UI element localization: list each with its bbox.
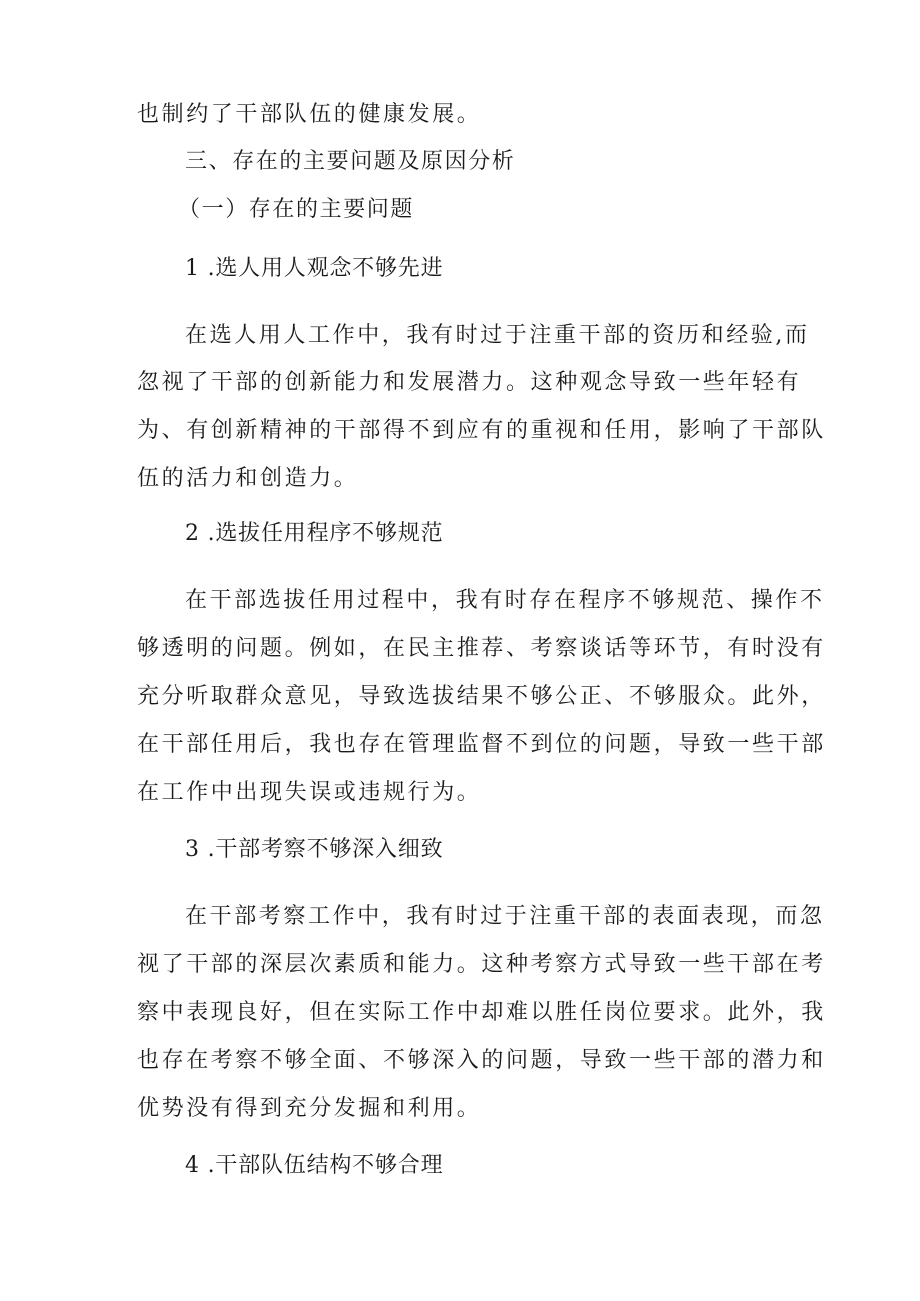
paragraph-line: 为、有创新精神的干部得不到应有的重视和任用，影响了干部队	[137, 418, 826, 443]
paragraph-line: 察中表现良好，但在实际工作中却难以胜任岗位要求。此外，我	[137, 1000, 826, 1025]
item-heading-2: 2 .选拔任用程序不够规范	[185, 521, 444, 546]
paragraph-line: 充分听取群众意见，导致选拔结果不够公正、不够服众。此外，	[137, 684, 826, 709]
paragraph-line: 也存在考察不够全面、不够深入的问题，导致一些干部的潜力和	[137, 1048, 826, 1073]
paragraph-line: 优势没有得到充分发掘和利用。	[137, 1096, 482, 1121]
section-heading: 三、存在的主要问题及原因分析	[185, 149, 516, 174]
item-heading-1: 1 .选人用人观念不够先进	[185, 256, 444, 281]
paragraph-line: 在工作中出现失误或违规行为。	[137, 780, 482, 805]
paragraph-line: 也制约了干部队伍的健康发展。	[137, 102, 482, 127]
item-heading-3: 3 .干部考察不够深入细致	[185, 837, 444, 862]
subsection-heading: （一）存在的主要问题	[178, 197, 415, 222]
paragraph-line: 在干部考察工作中，我有时过于注重干部的表面表现，而忽	[185, 904, 825, 929]
item-heading-4: 4 .干部队伍结构不够合理	[185, 1153, 444, 1178]
paragraph-line: 在干部选拔任用过程中，我有时存在程序不够规范、操作不	[185, 588, 825, 613]
paragraph-line: 在干部任用后，我也存在管理监督不到位的问题，导致一些干部	[137, 732, 826, 757]
paragraph-line: 在选人用人工作中，我有时过于注重干部的资历和经验,而	[185, 323, 810, 348]
paragraph-line: 够透明的问题。例如，在民主推荐、考察谈话等环节，有时没有	[137, 636, 826, 661]
paragraph-line: 视了干部的深层次素质和能力。这种考察方式导致一些干部在考	[137, 952, 826, 977]
paragraph-line: 伍的活力和创造力。	[137, 466, 359, 491]
paragraph-line: 忽视了干部的创新能力和发展潜力。这种观念导致一些年轻有	[137, 370, 802, 395]
